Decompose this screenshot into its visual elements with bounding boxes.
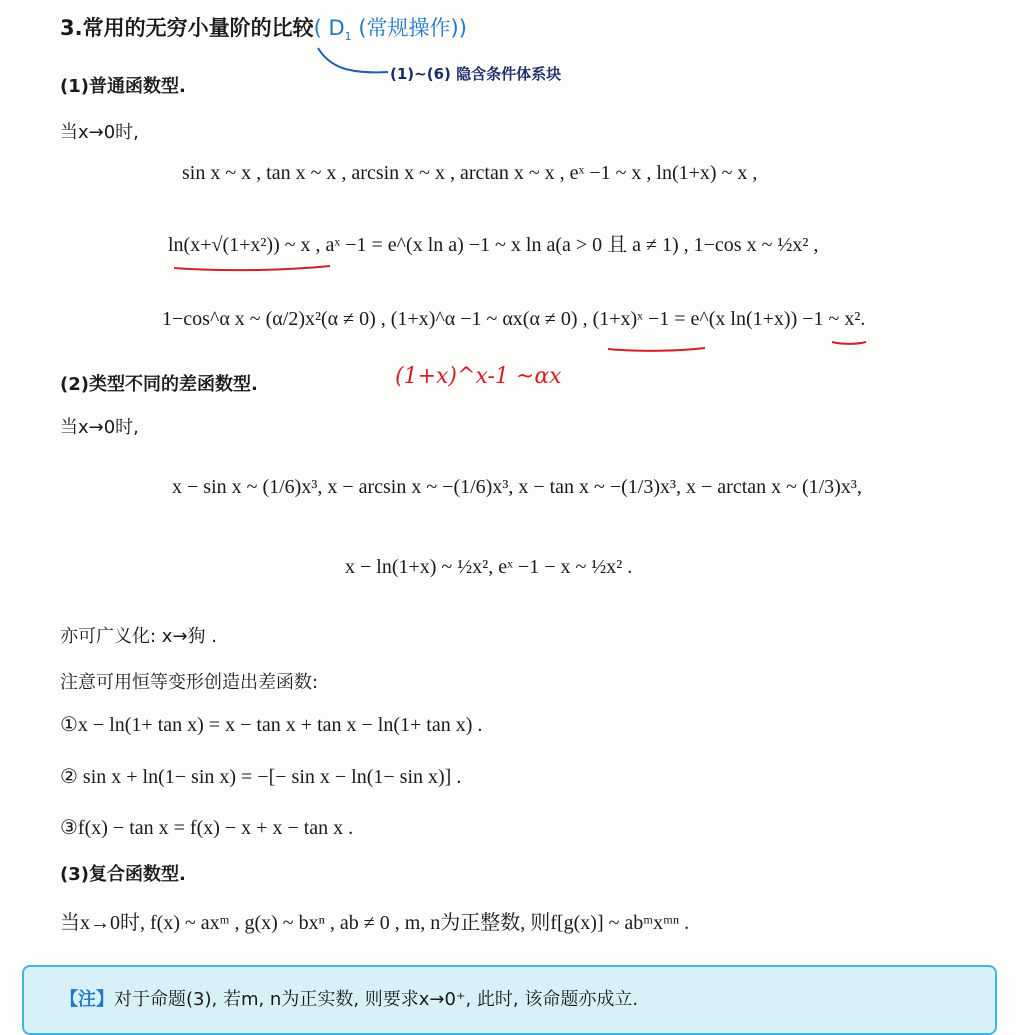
title-main: 3.常用的无穷小量阶的比较 — [60, 16, 314, 40]
handwritten-red-note: (1+x)^x-1 ~αx — [395, 364, 562, 389]
red-underline-3 — [832, 342, 866, 344]
blue-pen-curve — [318, 48, 388, 72]
handwritten-annotation: (1)~(6) 隐含条件体系块 — [390, 65, 562, 83]
condition-text-1: 当x→0时, — [60, 122, 139, 143]
condition-text-2: 当x→0时, — [60, 417, 139, 438]
formula-row-1: sin x ~ x , tan x ~ x , arcsin x ~ x , arctan x ~ x , eˣ −1 ~ x , ln(1+x) ~ x , — [182, 162, 758, 184]
formula-row-2: ln(x+√(1+x²)) ~ x , aˣ −1 = e^(x ln a) −1 ~ x ln a(a > 0 且 a ≠ 1) , 1−cos x ~ ½x² , — [168, 234, 819, 256]
notice-text: 注意可用恒等变形创造出差函数: — [60, 672, 319, 693]
section-heading-3: (3)复合函数型. — [60, 864, 186, 885]
generalize-text: 亦可广义化: x→狗 . — [60, 626, 217, 647]
identity-item-2: ② sin x + ln(1− sin x) = −[− sin x − ln(1− sin x)] . — [60, 766, 462, 788]
section-heading-1: (1)普通函数型. — [60, 76, 186, 97]
formula-row-3: 1−cos^α x ~ (α/2)x²(α ≠ 0) , (1+x)^α −1 ~ αx(α ≠ 0) , (1+x)ˣ −1 = e^(x ln(1+x)) −1 ~ x². — [162, 308, 866, 330]
section-heading-2: (2)类型不同的差函数型. — [60, 374, 258, 395]
formula-row-5: x − ln(1+x) ~ ½x², eˣ −1 − x ~ ½x² . — [345, 556, 633, 578]
formula-row-4: x − sin x ~ (1/6)x³, x − arcsin x ~ −(1/6)x³, x − tan x ~ −(1/3)x³, x − arctan x ~ (1/3)x³, — [172, 476, 862, 498]
note-label: 【注】 — [60, 989, 114, 1010]
red-underline-2 — [608, 348, 705, 351]
identity-item-1: ①x − ln(1+ tan x) = x − tan x + tan x − ln(1+ tan x) . — [60, 714, 483, 736]
title-tag: ( $D_1$ (常规操作)) — [313, 16, 467, 44]
composite-formula: 当x→0时, f(x) ~ axᵐ , g(x) ~ bxⁿ , ab ≠ 0 , m, n为正整数, 则f[g(x)] ~ abᵐxᵐⁿ . — [60, 912, 690, 934]
note-body: 对于命题(3), 若m, n为正实数, 则要求x→0⁺, 此时, 该命题亦成立. — [114, 989, 639, 1010]
red-underline-1 — [174, 266, 330, 270]
identity-item-3: ③f(x) − tan x = f(x) − x + x − tan x . — [60, 817, 354, 839]
